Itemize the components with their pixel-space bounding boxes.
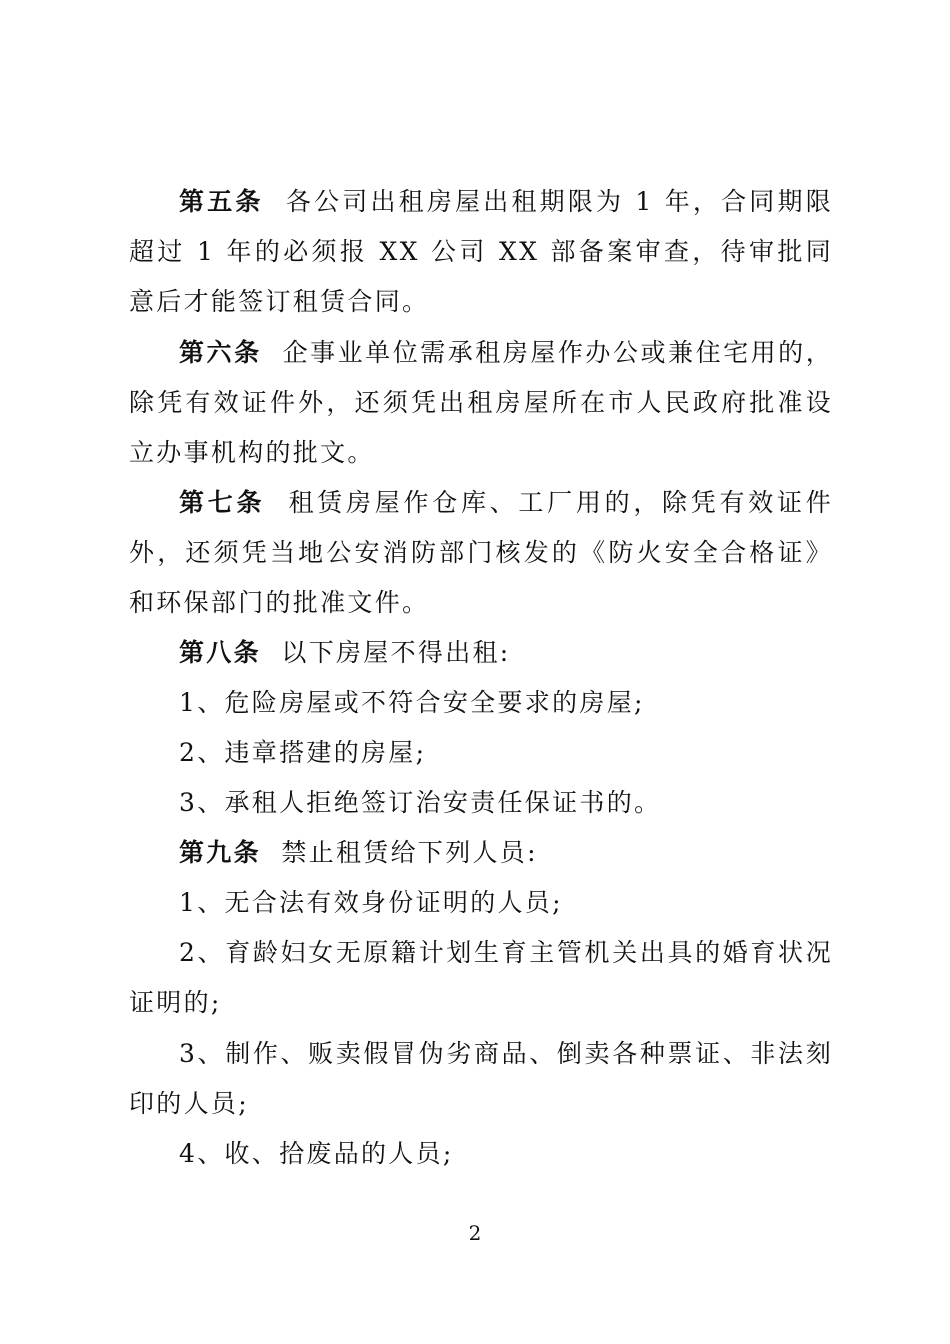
list-item: 2、育龄妇女无原籍计划生育主管机关出具的婚育状况证明的; (129, 938, 833, 1017)
article-8-text: 以下房屋不得出租: (281, 638, 511, 667)
list-item: 1、危险房屋或不符合安全要求的房屋; (179, 688, 645, 717)
article-7 (129, 478, 833, 628)
list-item: 3、制作、贩卖假冒伪劣商品、倒卖各种票证、非法刻印的人员; (129, 1039, 833, 1118)
article-8-heading: 第八条 (179, 638, 261, 667)
list-item: 2、违章搭建的房屋; (179, 738, 427, 767)
article-9-heading: 第九条 (179, 838, 261, 867)
list-item: 3、承租人拒绝签订治安责任保证书的。 (179, 788, 662, 817)
article-5-heading: 第五条 (179, 187, 264, 216)
article-8 (129, 628, 833, 678)
article-9 (129, 828, 833, 878)
article-6-text: 企事业单位需承租房屋作办公或兼住宅用的，除凭有效证件外，还须凭出租房屋所在市人民政府批准设立办事机构的批文。 (129, 338, 833, 467)
page-number: 2 (468, 1221, 482, 1245)
list-item: 4、收、拾废品的人员; (179, 1139, 454, 1168)
article-6 (129, 328, 833, 478)
list-item: 1、无合法有效身份证明的人员; (179, 888, 563, 917)
article-9-text: 禁止租赁给下列人员: (281, 838, 538, 867)
article-6-heading: 第六条 (179, 338, 262, 367)
article-7-heading: 第七条 (179, 488, 266, 517)
article-5 (129, 177, 833, 327)
article-7-text: 租赁房屋作仓库、工厂用的，除凭有效证件外，还须凭当地公安消防部门核发的《防火安全合格证》和环保部门的批准文件。 (129, 488, 834, 617)
article-5-text: 各公司出租房屋出租期限为 1 年，合同期限超过 1 年的必须报 XX 公司 XX 部备案审查，待审批同意后才能签订租赁合同。 (129, 187, 833, 316)
